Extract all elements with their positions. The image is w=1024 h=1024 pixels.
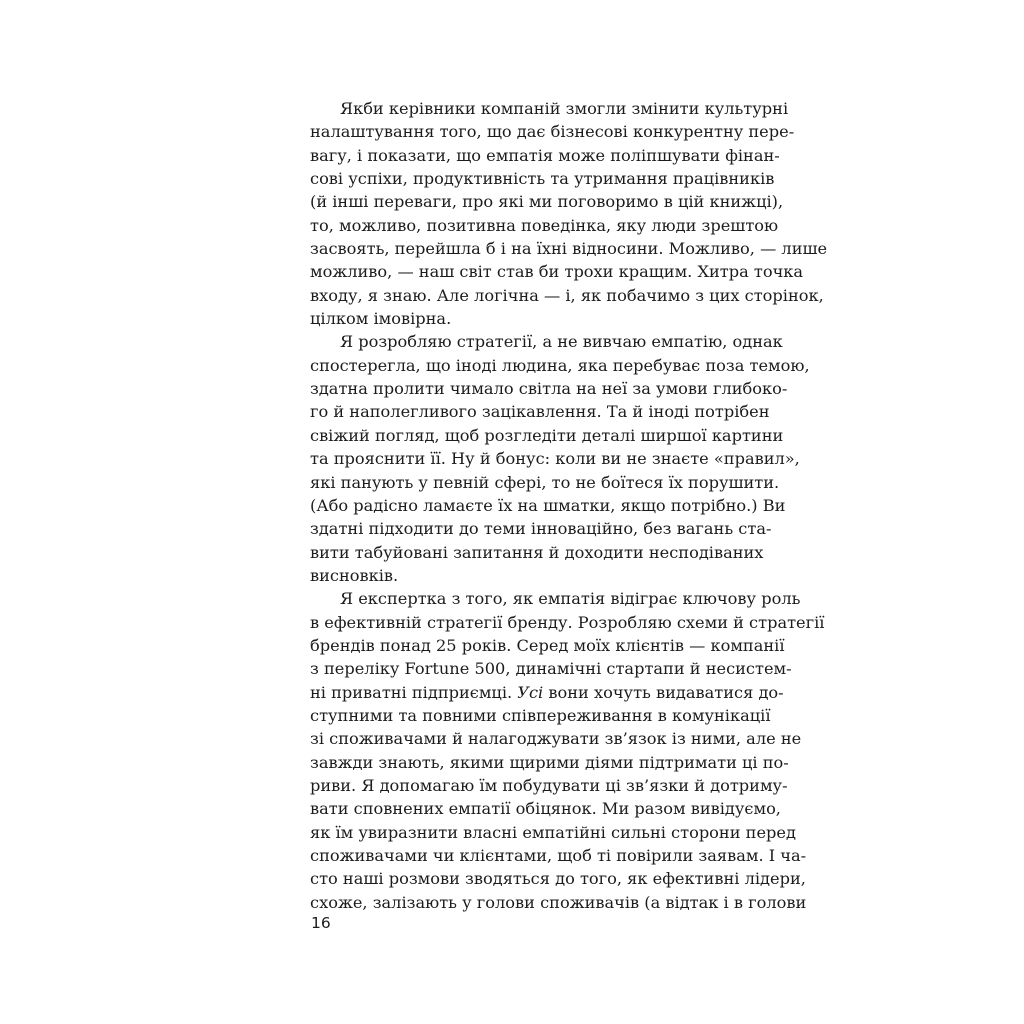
text-line: схоже, залізають у голови споживачів (а відтак і в голови [310,892,807,912]
text-line: зі споживачами й налагоджувати зв’язок із ними, але не [310,729,802,749]
text-line: свіжий погляд, щоб розгледіти деталі ширшої картини [310,425,784,445]
text-line: ні приватні підприємці. Усі вони хочуть видаватися до- [310,682,784,702]
page-number: 16 [311,914,331,932]
text-line: споживачами чи клієнтами, щоб ті повірили заявам. І ча- [310,846,807,865]
text-line: завжди знають, якими щирими діями підтримати ці по- [310,752,789,772]
text-line: засвоять, перейшла б і на їхні відносини. Можливо, — лише [310,239,828,259]
text-line: з переліку Fortune 500, динамічні стартапи й несистем- [310,659,792,679]
text-line: брендів понад 25 років. Серед моїх клієнтів — компанії [310,635,785,655]
text-line: здатна пролити чимало світла на неї за умови глибоко- [310,379,788,399]
text-line: вати сповнених емпатії обіцянок. Ми разом вивідуємо, [310,799,781,819]
text-line: вагу, і показати, що емпатія може поліпшувати фінан- [310,145,780,165]
text-line: входу, я знаю. Але логічна — і, як побачимо з цих сторінок, [310,285,824,305]
text-line: го й наполегливого зацікавлення. Та й іноді потрібен [310,402,770,422]
text-line: Якби керівники компаній змогли змінити культурні [340,99,789,118]
text-line: (й інші переваги, про які ми поговоримо в цій книжці), [310,192,784,212]
text-line: Я розробляю стратегії, а не вивчаю емпатію, однак [340,332,783,352]
text-line: та прояснити її. Ну й бонус: коли ви не знаєте «правил», [310,449,800,469]
text-line: цілком імовірна. [310,309,452,329]
paragraph [310,587,825,914]
text-line: риви. Я допомагаю їм побудувати ці зв’язки й дотриму- [310,775,788,795]
text-line: ступними та повними співпереживання в комунікації [310,705,771,725]
text-line: в ефективній стратегії бренду. Розробляю схеми й стратегії [310,612,825,632]
text-line: спостерегла, що іноді людина, яка перебуває поза темою, [310,355,810,375]
body-text [310,97,828,914]
text-line: сто наші розмови зводяться до того, як ефективні лідери, [310,869,806,889]
text-line: (Або радісно ламаєте їх на шматки, якщо потрібно.) Ви [310,495,786,515]
text-line: сові успіхи, продуктивність та утримання працівників [310,169,775,189]
paragraph [310,330,810,587]
paragraph [310,97,828,330]
text-line: як їм увиразнити власні емпатійні сильні сторони перед [310,822,796,842]
text-line: які панують у певній сфері, то не боїтеся їх порушити. [310,472,780,492]
text-line: можливо, — наш світ став би трохи кращим. Хитра точка [310,262,804,282]
text-line: висновків. [310,565,399,585]
text-line: вити табуйовані запитання й доходити несподіваних [310,542,764,562]
text-line: налаштування того, що дає бізнесові конкурентну пере- [310,122,795,142]
text-line: здатні підходити до теми інноваційно, без вагань ста- [310,519,772,539]
text-line: то, можливо, позитивна поведінка, яку люди зрештою [310,215,779,235]
text-line: Я експертка з того, як емпатія відіграє ключову роль [340,589,801,609]
